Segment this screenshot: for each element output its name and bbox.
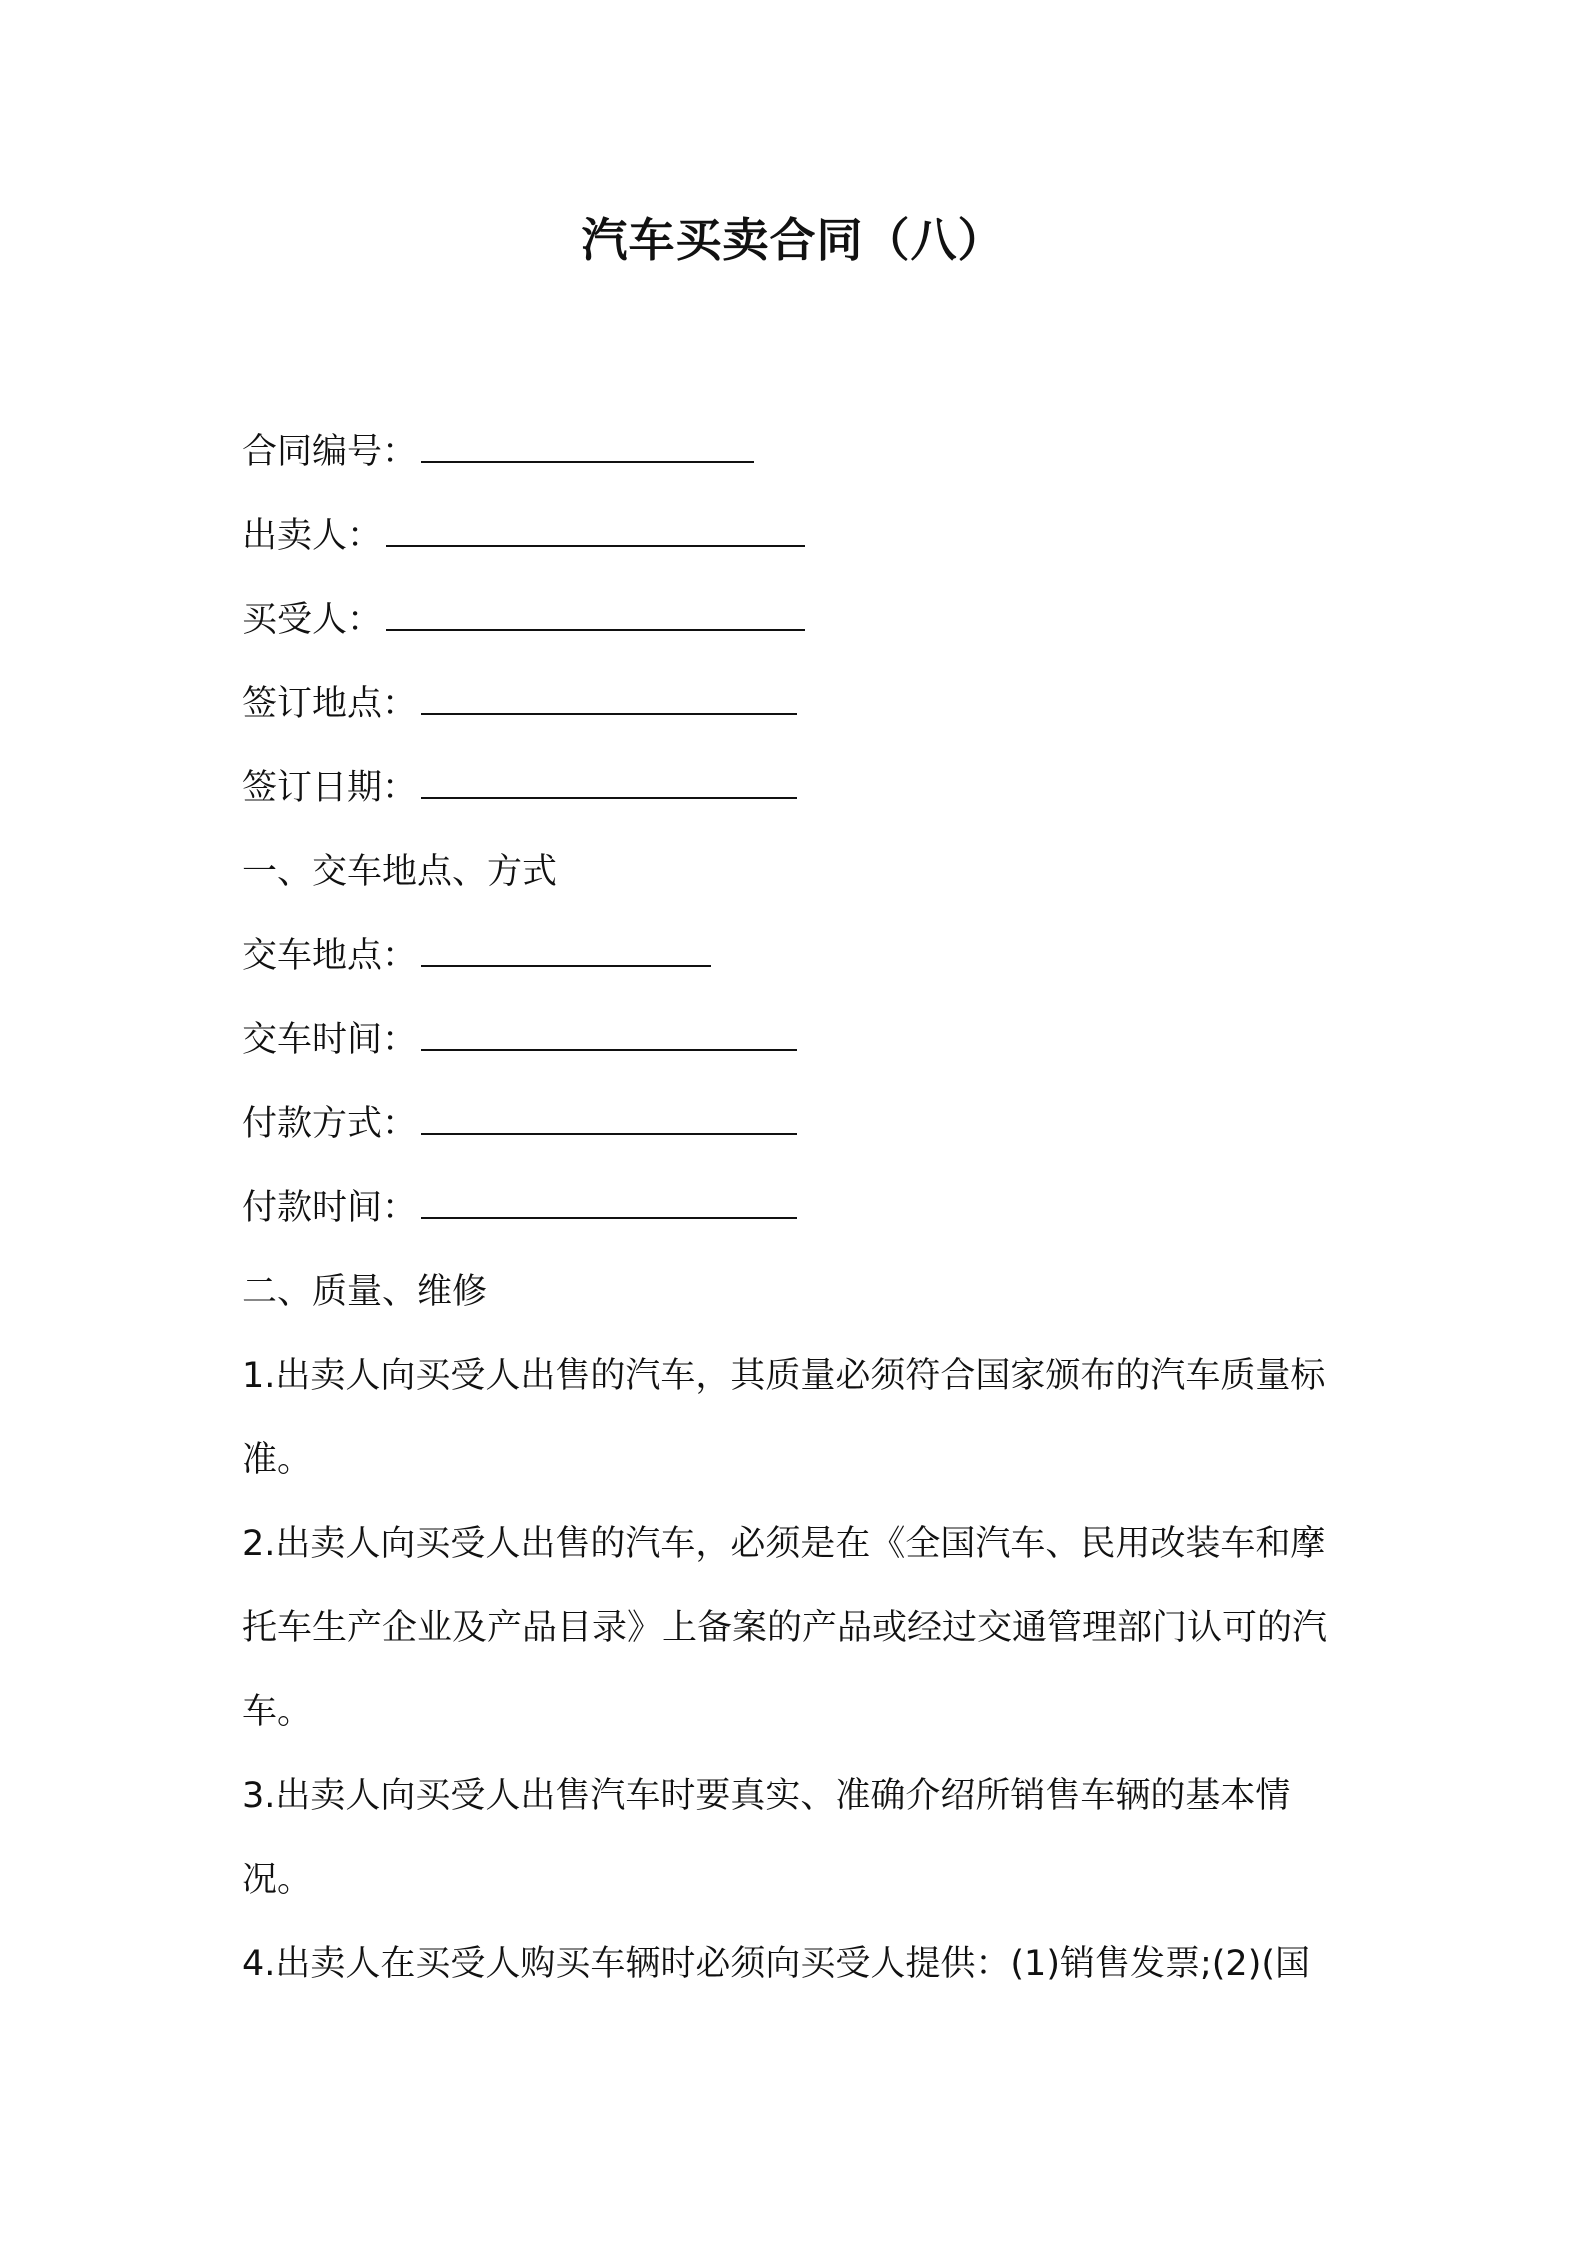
field-label: 付款时间： <box>242 1188 418 1228</box>
fill-in-blank <box>421 679 797 715</box>
clause-paragraph: 1.出卖人向买受人出售的汽车，其质量必须符合国家颁布的汽车质量标准。 <box>242 1356 1326 1480</box>
field-label: 签订日期： <box>242 768 418 808</box>
field-signing-date <box>242 746 1354 830</box>
fill-in-blank <box>421 1015 797 1051</box>
fill-in-blank <box>421 1183 797 1219</box>
section-1-heading: 一、交车地点、方式 <box>242 852 558 892</box>
field-contract-number <box>242 410 1354 494</box>
field-delivery-place <box>242 914 1354 998</box>
field-seller <box>242 494 1354 578</box>
fill-in-blank <box>386 595 805 631</box>
fill-in-blank <box>386 511 805 547</box>
clause-paragraph: 3.出卖人向买受人出售汽车时要真实、准确介绍所销售车辆的基本情况。 <box>242 1776 1291 1900</box>
field-label: 买受人： <box>242 600 383 640</box>
field-label: 交车地点： <box>242 936 418 976</box>
clause-paragraph: 4.出卖人在买受人购买车辆时必须向买受人提供：(1)销售发票;(2)(国 <box>242 1944 1310 1984</box>
fill-in-blank <box>421 763 797 799</box>
field-label: 交车时间： <box>242 1020 418 1060</box>
field-label: 付款方式： <box>242 1104 418 1144</box>
fill-in-blank <box>421 427 754 463</box>
clause-paragraph: 2.出卖人向买受人出售的汽车，必须是在《全国汽车、民用改装车和摩托车生产企业及产品目录》上备案的产品或经过交通管理部门认可的汽车。 <box>242 1524 1328 1732</box>
field-label: 出卖人： <box>242 516 383 556</box>
field-label: 签订地点： <box>242 684 418 724</box>
document-body <box>242 410 1354 2006</box>
field-buyer <box>242 578 1354 662</box>
field-payment-method <box>242 1082 1354 1166</box>
fill-in-blank <box>421 931 711 967</box>
field-signing-place <box>242 662 1354 746</box>
field-delivery-time <box>242 998 1354 1082</box>
fill-in-blank <box>421 1099 797 1135</box>
field-label: 合同编号： <box>242 432 418 472</box>
document-title: 汽车买卖合同（八） <box>581 213 1005 267</box>
section-2-heading: 二、质量、维修 <box>242 1272 488 1312</box>
field-payment-time <box>242 1166 1354 1250</box>
